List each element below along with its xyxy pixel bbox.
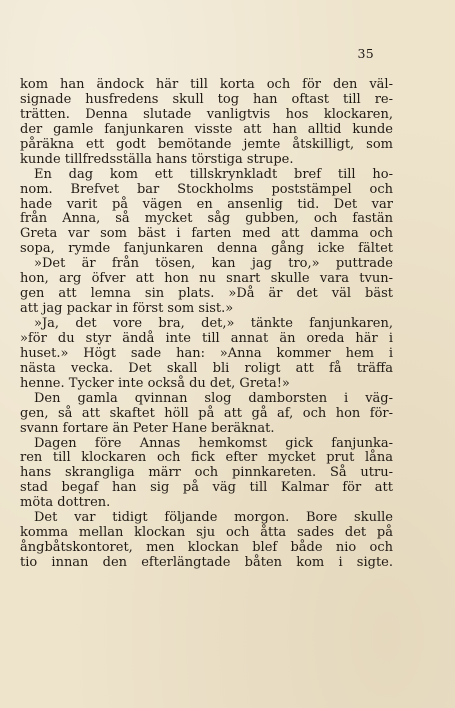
text-line: sopa, rymde fanjunkaren denna gång icke fältet [20, 241, 393, 257]
text-line: »för du styr ändå inte till annat än oreda här i [20, 330, 393, 346]
page-number: 35 [357, 46, 374, 61]
text-line: nästa vecka. Det skall bli roligt att få träffa [20, 360, 393, 376]
text-line: ren till klockaren och fick efter mycket prut låna [20, 450, 393, 466]
text-line: möta dottren. [20, 495, 111, 511]
text-line: ångbåtskontoret, men klockan blef både nio och [20, 540, 393, 556]
text-line: Det var tidigt följande morgon. Bore skulle [34, 510, 393, 526]
text-line: Greta var som bäst i farten med att damma och [20, 226, 393, 242]
text-line: påräkna ett godt bemötande jemte åtskilligt, som [20, 136, 393, 152]
text-line: svann fortare än Peter Hane beräknat. [20, 420, 275, 436]
text-line: från Anna, så mycket såg gubben, och fastän [20, 211, 393, 227]
text-line: En dag kom ett tillskrynkladt bref till ho- [34, 166, 393, 182]
text-line: Den gamla qvinnan slog damborsten i väg- [34, 390, 393, 406]
text-line: der gamle fanjunkaren visste att han alltid kunde [20, 121, 393, 137]
text-line: »Ja, det vore bra, det,» tänkte fanjunkaren, [34, 316, 393, 331]
text-line: stad begaf han sig på väg till Kalmar för att [20, 480, 393, 496]
text-line: komma mellan klockan sju och åtta sades det på [20, 525, 393, 541]
text-line: huset.» Högt sade han: »Anna kommer hem i [20, 345, 393, 361]
text-line: gen, så att skaftet höll på att gå af, och hon för- [20, 405, 393, 421]
text-line: trätten. Denna slutade vanligtvis hos klockaren, [20, 106, 393, 122]
text-line: tio innan den efterlängtade båten kom i sigte. [20, 555, 393, 570]
text-line: nom. Brefvet bar Stockholms poststämpel och [20, 181, 393, 197]
text-line: att jag packar in först som sist.» [20, 301, 234, 317]
text-line: hade varit på vägen en ansenlig tid. Det var [20, 196, 393, 212]
body-text [20, 78, 393, 571]
text-line: signade husfredens skull tog han oftast till re- [20, 91, 393, 107]
text-line: gen att lemna sin plats. »Då är det väl bäst [20, 286, 393, 302]
text-line: henne. Tycker inte också du det, Greta!» [20, 375, 290, 391]
text-line: »Det är från tösen, kan jag tro,» puttrade [34, 256, 393, 272]
text-line: hans skrangliga märr och pinnkareten. Så utru- [20, 465, 393, 481]
text-line: hon, arg öfver att hon nu snart skulle vara tvun- [20, 271, 393, 287]
text-line: Dagen före Annas hemkomst gick fanjunka- [34, 435, 393, 451]
text-line: kunde tillfredsställa hans törstiga strupe. [20, 151, 294, 167]
text-line: kom han ändock här till korta och för den väl- [20, 77, 393, 92]
